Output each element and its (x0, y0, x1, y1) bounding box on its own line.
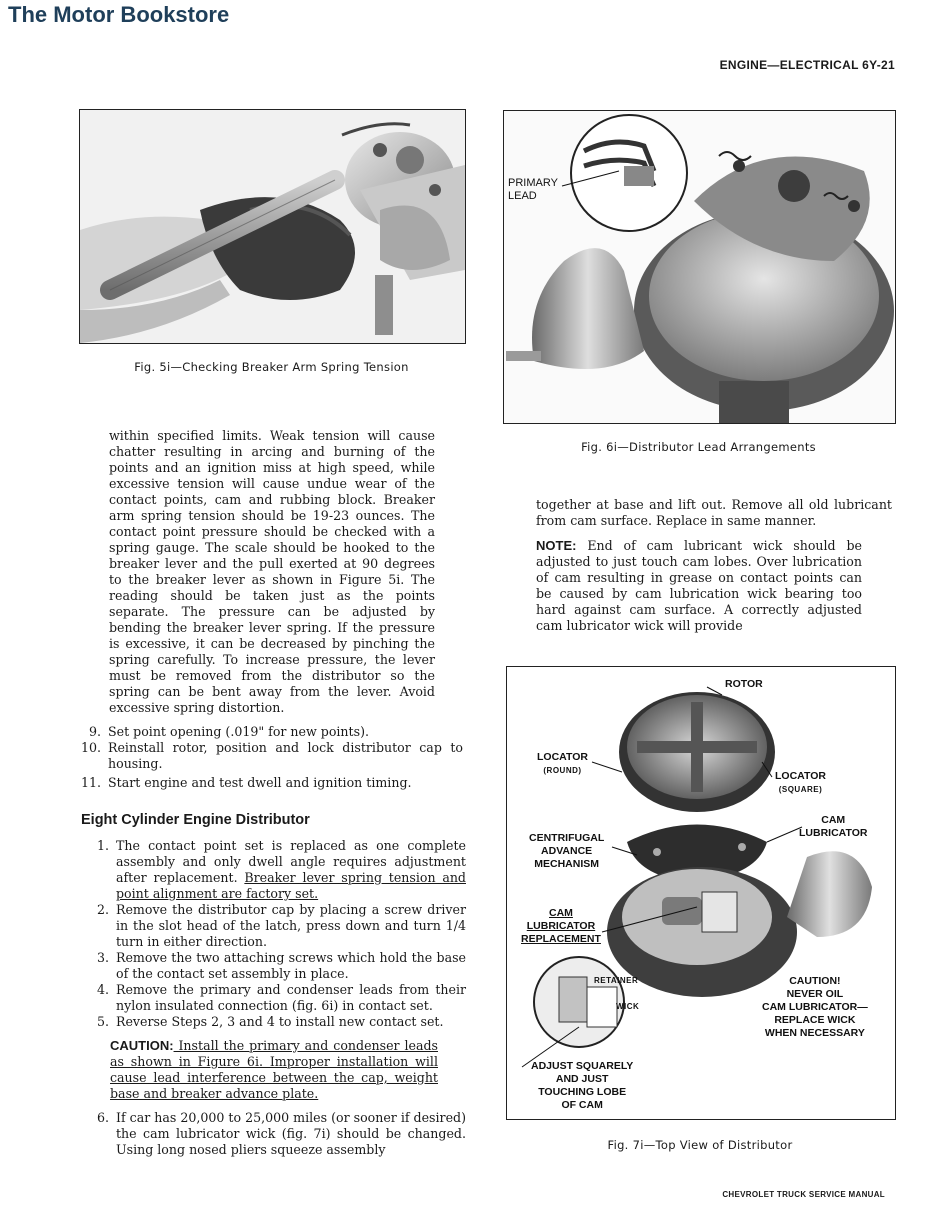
figure-5i-caption: Fig. 5i—Checking Breaker Arm Spring Tension (134, 360, 409, 374)
step-text: Remove the primary and condenser leads from their nylon insulated connection (fig. 6i) in contact set. (116, 982, 466, 1013)
label-cam-lubricator: CAM LUBRICATOR (799, 814, 868, 839)
list-item (85, 838, 466, 902)
label-cam-lubricator-replacement: CAM LUBRICATOR REPLACEMENT (521, 907, 601, 945)
list-item (85, 950, 466, 982)
step-text: Reinstall rotor, position and lock distributor cap to housing. (108, 740, 463, 771)
step-number: 9. (88, 724, 101, 739)
label-locator-square-sub: (SQUARE) (778, 785, 823, 794)
list-item (77, 740, 463, 772)
figure-7i-caption: Fig. 7i—Top View of Distributor (607, 1138, 793, 1152)
label-primary-lead: PRIMARY LEAD (508, 177, 558, 202)
paragraph-continued: within specified limits. Weak tension will cause chatter resulting in arcing and burning of the points and an ignition miss at high speed, while excessive tension will cause undue wear of the contact points, cam and rubbing block. Breaker arm spring tension should be 19-23 ounces. The contact point pressure should be checked with a spring gauge. The scale should be hooked to the breaker lever and the pull exerted at 90 degrees to the breaker lever as shown in Figure 5i. The reading should be taken just as the points separate. The pressure can be adjusted by bending the breaker lever spring. If the pressure is excessive, it can be decreased by pinching the spring carefully. To increase pressure, the lever must be removed from the distributor so the spring can be bent away from the lever. Avoid excessive spring distortion. (109, 428, 435, 715)
caution-text: Install the primary and condenser leads as shown in Figure 6i. Improper installation will cause lead interference between the cap, weight base and breaker advance plate. (110, 1038, 438, 1101)
label-centrifugal-advance: CENTRIFUGAL ADVANCE MECHANISM (529, 832, 605, 870)
step-text: Set point opening (.019" for new points). (108, 724, 369, 739)
step-text: Start engine and test dwell and ignition timing. (108, 775, 412, 790)
figure-7i (506, 666, 896, 1120)
caution-label: CAUTION: (110, 1038, 174, 1053)
step-text: If car has 20,000 to 25,000 miles (or sooner if desired) the cam lubricator wick (fig. 7i) should be changed. Using long nosed pliers squeeze assembly (116, 1110, 466, 1157)
steps-list-c (85, 1110, 466, 1158)
label-locator-round-sub: (ROUND) (543, 766, 582, 775)
label-locator-square-title: LOCATOR (775, 770, 826, 782)
paragraph-right: together at base and lift out. Remove all old lubricant from cam surface. Replace in same manner. (536, 497, 892, 528)
site-title[interactable]: The Motor Bookstore (8, 2, 230, 27)
step-number: 10. (80, 740, 101, 755)
step-text: Remove the two attaching screws which hold the base of the contact set assembly in place. (116, 950, 466, 981)
step-number: 2. (96, 902, 109, 917)
figure-6i (503, 110, 896, 424)
list-item (85, 902, 466, 950)
step-number: 3. (96, 950, 109, 965)
list-item (77, 775, 463, 791)
page-header: ENGINE—ELECTRICAL 6Y-21 (719, 58, 895, 72)
steps-list-b (85, 838, 466, 1030)
step-text: Remove the distributor cap by placing a screw driver in the slot head of the latch, press down and turn 1/4 turn in either direction. (116, 902, 466, 949)
step-number: 4. (96, 982, 109, 997)
list-item (85, 1014, 466, 1030)
distributor-lead-illustration (504, 111, 895, 423)
step-number: 6. (96, 1110, 109, 1125)
figure-6i-caption: Fig. 6i—Distributor Lead Arrangements (581, 440, 816, 454)
breaker-arm-spring-gauge-illustration (80, 110, 465, 343)
label-locator-round-title: LOCATOR (537, 751, 588, 763)
label-locator-round (537, 751, 588, 777)
distributor-top-view-illustration (507, 667, 895, 1119)
step-text: Reverse Steps 2, 3 and 4 to install new contact set. (116, 1014, 444, 1029)
label-caution: CAUTION! NEVER OIL CAM LUBRICATOR— REPLACE WICK WHEN NECESSARY (762, 975, 868, 1039)
list-item (85, 1110, 466, 1158)
label-locator-square (775, 770, 826, 796)
steps-list-a (77, 724, 463, 791)
note-block (536, 538, 862, 634)
label-rotor: ROTOR (725, 678, 763, 690)
list-item (85, 982, 466, 1014)
step-number: 5. (96, 1014, 109, 1029)
figure-5i (79, 109, 466, 344)
step-text-underlined: Breaker lever spring tension and point alignment are factory set. (116, 870, 466, 901)
step-number: 11. (80, 775, 101, 790)
section-heading: Eight Cylinder Engine Distributor (81, 812, 310, 828)
label-wick: WICK (616, 1002, 640, 1011)
label-retainer: RETAINER (594, 976, 639, 985)
label-adjust-squarely: ADJUST SQUARELY AND JUST TOUCHING LOBE OF CAM (531, 1060, 634, 1111)
list-item (77, 724, 463, 740)
note-text: End of cam lubricant wick should be adjusted to just touch cam lobes. Over lubrication of cam resulting in grease on contact points can be caused by cam lubrication wick bearing too hard against cam surface. A correctly adjusted cam lubricator wick will provide (536, 538, 862, 633)
page-footer: CHEVROLET TRUCK SERVICE MANUAL (722, 1190, 885, 1199)
note-label: NOTE: (536, 538, 577, 553)
caution-block (110, 1038, 438, 1102)
step-text: The contact point set is replaced as one complete assembly and only dwell angle requires adjustment after replacement. (116, 838, 466, 885)
step-number: 1. (96, 838, 109, 853)
